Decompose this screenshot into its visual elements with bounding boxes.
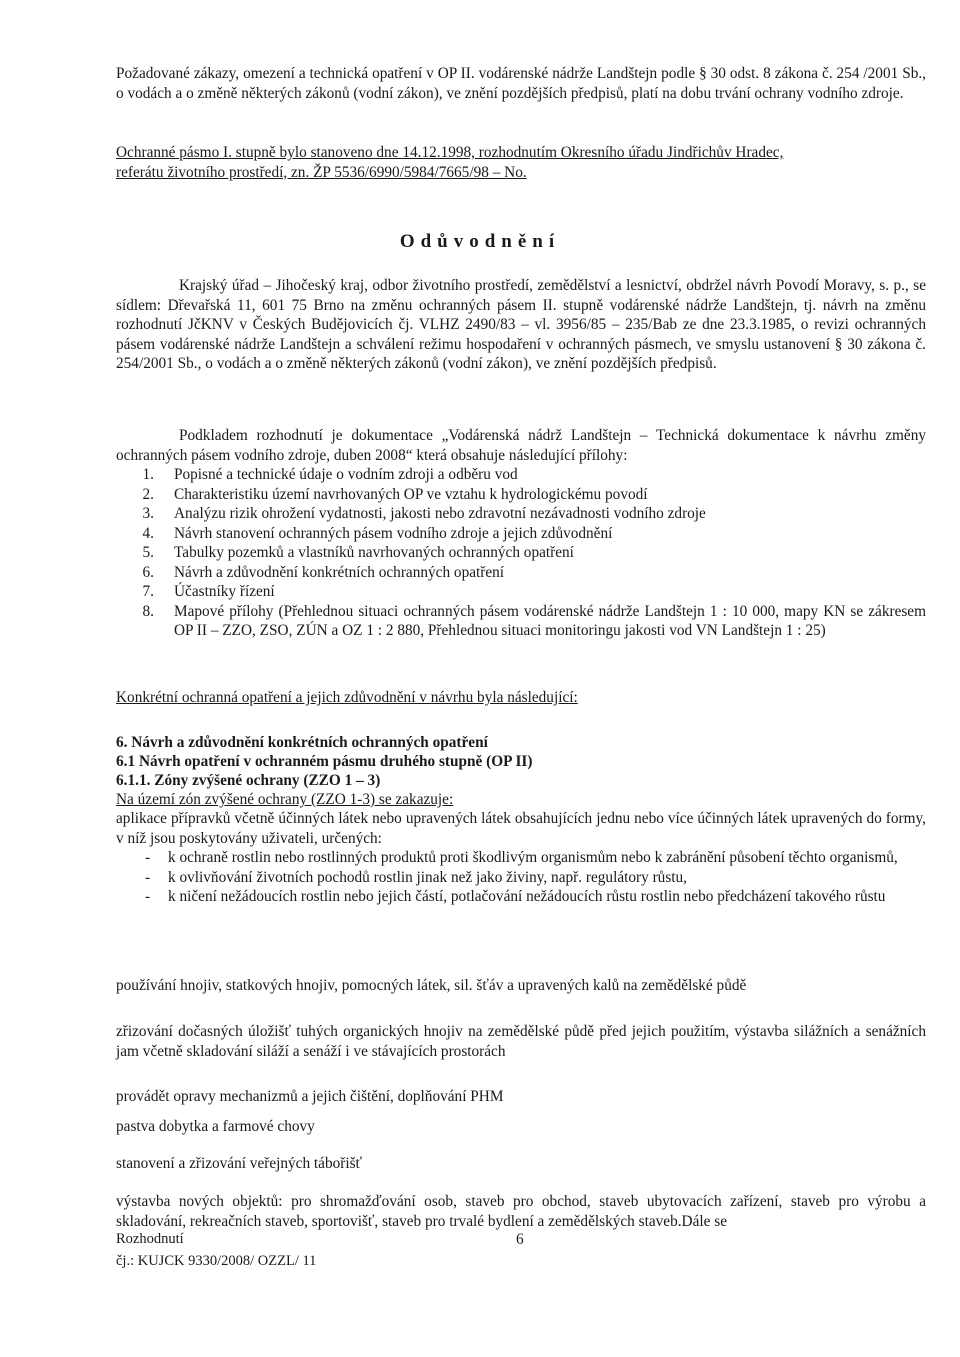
prohibition-item-2: používání hnojiv, statkových hnojiv, pomocných látek, sil. šťáv a upravených kalů na zemědělské půdě [116, 977, 747, 994]
list-item-number: 6. [142, 563, 154, 581]
list-item [116, 582, 926, 602]
measures-intro: Konkrétní ochranná opatření a jejich zdůvodnění v návrhu byla následující: [116, 689, 578, 706]
list-item [116, 868, 926, 888]
footer-label: Rozhodnutí [116, 1231, 184, 1247]
prohibited-intro: Na území zón zvýšené ochrany (ZZO 1-3) se zakazuje: [116, 791, 454, 808]
list-item-number: 1. [142, 466, 154, 483]
reasoning-paragraph-1: Krajský úřad – Jihočeský kraj, odbor životního prostředí, zemědělství a lesnictví, obdržel návrh Povodí Moravy, s. p., se sídlem: Dřevařská 11, 601 75 Brno na změnu ochranných pásem II. stupně vodárenské nádrže Landštejn, tj. návrh na změnu rozhodnutí JčKNV v Českých Budějovicích čj. VLHZ 2490/83 – vl. 3956/85 – 235/Bab ze dne 23.3.1985, o revizi ochranných pásem vodárenské nádrže Landštejn a schválení režimu hospodaření v ochranných pásmech, ve smyslu ustanovení § 30 zákona č. 254/2001 Sb., o vodách a o změně některých zákonů (vodní zákon), ve znění pozdějších předpisů. [116, 277, 926, 372]
list-item-text: Návrh stanovení ochranných pásem vodního zdroje a jejich zdůvodnění [174, 524, 613, 542]
list-item-text: k ničení nežádoucích rostlin nebo jejich částí, potlačování nežádoucích růstu rostlin nebo předcházení takového růstu [168, 888, 886, 905]
list-item [116, 602, 926, 641]
page-number: 6 [516, 1231, 524, 1248]
list-item [116, 563, 926, 583]
list-item-number: 3. [142, 505, 154, 522]
dash-bullet: - [145, 849, 151, 866]
list-item [116, 465, 926, 485]
intro-paragraph: Požadované zákazy, omezení a technická opatření v OP II. vodárenské nádrže Landštejn podle § 30 odst. 8 zákona č. 254 /2001 Sb., o vodách a o změně některých zákonů (vodní zákon), ve znění pozdějších předpisů, platí na dobu trvání ochrany vodního zdroje. [116, 65, 926, 102]
list-item-text: Mapové přílohy (Přehlednou situaci ochranných pásem vodárenské nádrže Landštejn 1 : 10 000, mapy KN se zákresem OP II – ZZO, ZSO, ZÚN a OZ 1 : 2 880, Přehlednou situaci monitoringu jakosti vod VN Landštejn 1 : 25) [174, 602, 926, 639]
footer-reference: čj.: KUJCK 9330/2008/ OZZL/ 11 [116, 1253, 317, 1269]
list-item [116, 524, 926, 544]
list-item [116, 848, 926, 868]
prohibition-item-5: pastva dobytka a farmové chovy [116, 1118, 315, 1135]
list-item-number: 2. [142, 485, 154, 503]
list-item-text: Popisné a technické údaje o vodním zdroji a odběru vod [174, 466, 518, 483]
attachments-list [116, 465, 926, 641]
prohibition-item-4: provádět opravy mechanizmů a jejich čištění, doplňování PHM [116, 1088, 504, 1105]
list-item-number: 5. [142, 544, 154, 561]
reasoning-paragraph-2: Podkladem rozhodnutí je dokumentace „Vodárenská nádrž Landštejn – Technická dokumentace k návrhu změny ochranných pásem vodního zdroje, duben 2008“ která obsahuje následující přílohy: [116, 427, 926, 464]
section-heading-6: 6. Návrh a zdůvodnění konkrétních ochranných opatření [116, 734, 488, 751]
protection-zone-line-1: Ochranné pásmo I. stupně bylo stanoveno dne 14.12.1998, rozhodnutím Okresního úřadu Jindřichův Hradec, [116, 144, 784, 161]
list-item [116, 543, 926, 563]
list-item [116, 485, 926, 505]
list-item-text: Návrh a zdůvodnění konkrétních ochranných opatření [174, 563, 505, 581]
prohibition-item-6: stanovení a zřizování veřejných tábořišť [116, 1155, 363, 1172]
list-item-number: 7. [142, 583, 154, 600]
reasoning-heading: Odůvodnění [399, 231, 561, 252]
dash-bullet: - [145, 868, 151, 886]
prohibition-item-7: výstavba nových objektů: pro shromažďování osob, staveb pro obchod, staveb ubytovacích zařízení, staveb pro výrobu a skladování, rekreačních staveb, sportovišť, staveb pro trvalé bydlení a zemědělských staveb.Dále se [116, 1193, 926, 1230]
dash-bullet: - [145, 888, 151, 905]
list-item [116, 504, 926, 524]
protection-zone-line-2: referátu životního prostředí, zn. ŽP 5536/6990/5984/7665/98 – No. [116, 163, 527, 181]
list-item [116, 887, 926, 907]
prohibition-item-text: aplikace přípravků včetně účinných látek nebo upravených látek obsahujících jednu nebo více účinných látek upravených do formy, v níž jsou poskytovány uživateli, určených: [116, 810, 926, 847]
list-item-text: Analýzu rizik ohrožení vydatnosti, jakosti nebo zdravotní nezávadnosti vodního zdroje [174, 505, 706, 522]
list-item-text: Charakteristiku území navrhovaných OP ve vztahu k hydrologickému povodí [174, 485, 648, 503]
section-heading-6-1: 6.1 Návrh opatření v ochranném pásmu druhého stupně (OP II) [116, 753, 533, 770]
list-item-text: Tabulky pozemků a vlastníků navrhovaných ochranných opatření [174, 544, 574, 561]
list-item-text: k ovlivňování životních pochodů rostlin jinak než jako živiny, např. regulátory růstu, [168, 868, 687, 886]
prohibition-item-3: zřizování dočasných úložišť tuhých organických hnojiv na zemědělské půdě před jejich použitím, výstavba silážních a senážních jam včetně skladování siláží a senáží i ve stávajících prostorách [116, 1023, 926, 1060]
list-item-number: 4. [142, 524, 154, 542]
protection-zone-paragraph [116, 143, 926, 182]
list-item-number: 8. [142, 602, 154, 620]
prohibition-item-1 [116, 809, 926, 907]
list-item-text: k ochraně rostlin nebo rostlinných produktů proti škodlivým organismům nebo k zabránění působení těchto organismů, [168, 849, 898, 866]
dash-list [116, 848, 926, 907]
section-heading-6-1-1: 6.1.1. Zóny zvýšené ochrany (ZZO 1 – 3) [116, 772, 381, 789]
list-item-text: Účastníky řízení [174, 583, 275, 600]
